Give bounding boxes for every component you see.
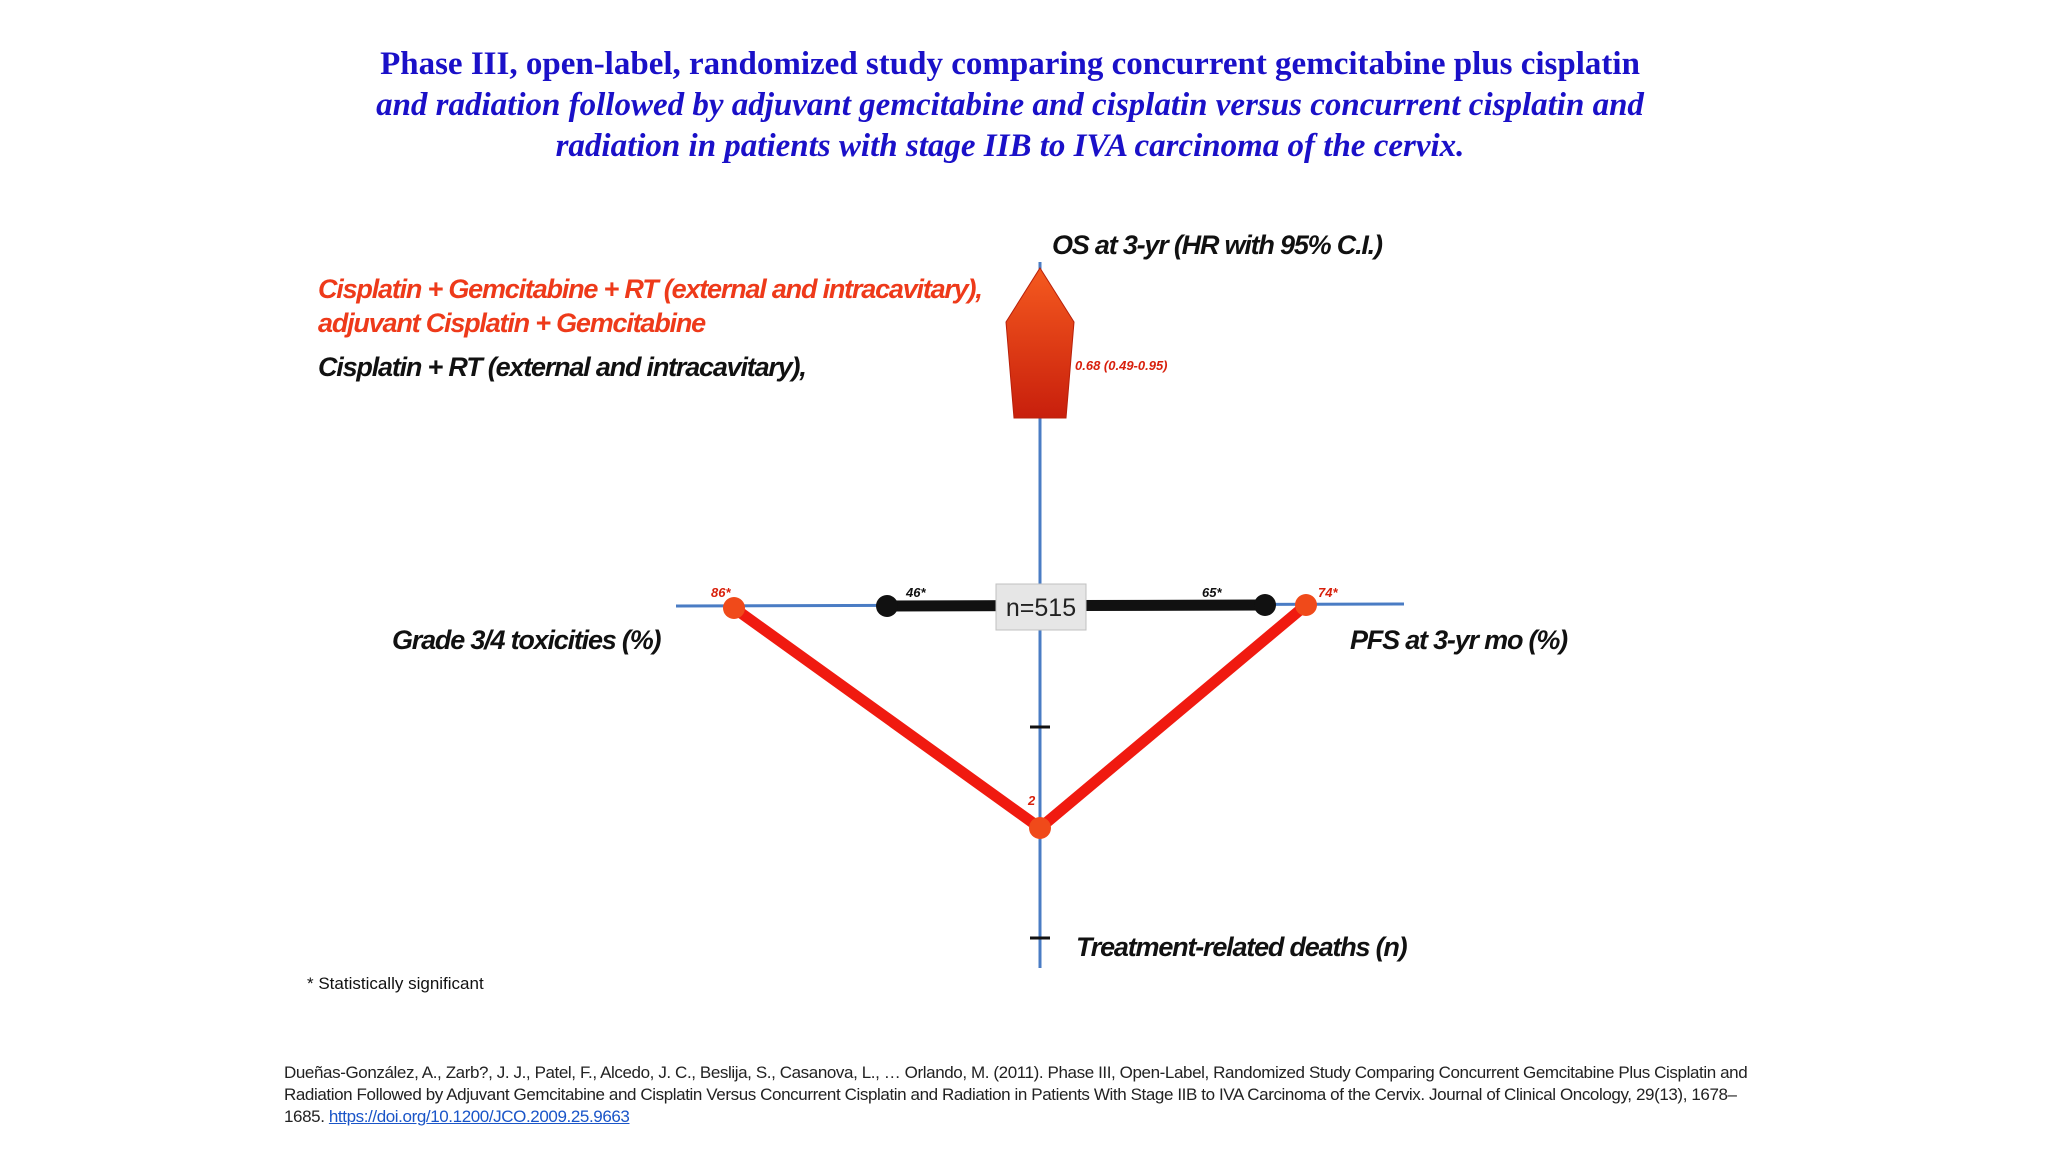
- experimental-pfs-point: [1295, 594, 1317, 616]
- sample-size-label: n=515: [1005, 594, 1077, 622]
- legend-experimental-line-2: adjuvant Cisplatin + Gemcitabine: [318, 308, 705, 338]
- os-hr-value: 0.68 (0.49-0.95): [1075, 358, 1168, 373]
- title-part-2: and radiation followed by adjuvant gemcitabine and cisplatin versus concurrent cisplatin and radiation in patients with stage IIB to IVA carcinoma of the cervix.: [376, 87, 1644, 164]
- citation: [284, 1062, 1764, 1128]
- os-hazard-ratio-marker: [1006, 268, 1074, 418]
- title-part-1: Phase III, open-label, randomized study comparing concurrent gemcitabine plus cisplatin: [380, 46, 1640, 82]
- citation-doi-link[interactable]: https://doi.org/10.1200/JCO.2009.25.9663: [328, 1107, 630, 1126]
- pfs-experimental-value: 74*: [1318, 585, 1338, 600]
- experimental-deaths-point: [1029, 817, 1051, 839]
- citation-text: Dueñas-González, A., Zarb?, J. J., Patel, F., Alcedo, J. C., Beslija, S., Casanova, L., … Orlando, M. (2011). Phase III, Open-Label, Randomized Study Comparing Concurrent Gemcitabine Plus Cisplatin and Radiation Followed by Adjuvant Gemcitabine and Cisplatin Versus Concurrent Cisplatin and Radiation in Patients With Stage IIB to IVA Carcinoma of the Cervix. Journal of Clinical Oncology, 29(13), 1678–1685.: [284, 1063, 1748, 1126]
- tox-control-value: 46*: [906, 585, 926, 600]
- deaths-experimental-value: 2: [1028, 793, 1036, 808]
- experimental-toxicity-point: [723, 597, 745, 619]
- legend-control-arm: Cisplatin + RT (external and intracavitary),: [318, 352, 806, 382]
- control-pfs-point: [1254, 594, 1276, 616]
- experimental-arm-line: [734, 605, 1306, 828]
- axis-label-os: OS at 3-yr (HR with 95% C.I.): [1052, 230, 1382, 260]
- axis-label-pfs: PFS at 3-yr mo (%): [1350, 625, 1567, 655]
- tox-experimental-value: 86*: [711, 585, 731, 600]
- axis-label-deaths: Treatment-related deaths (n): [1076, 932, 1407, 962]
- legend-experimental-line-1: Cisplatin + Gemcitabine + RT (external and intracavitary),: [318, 274, 982, 304]
- axis-label-toxicities: Grade 3/4 toxicities (%): [392, 625, 661, 655]
- footnote: * Statistically significant: [307, 974, 484, 993]
- pfs-control-value: 65*: [1202, 585, 1222, 600]
- control-toxicity-point: [876, 595, 898, 617]
